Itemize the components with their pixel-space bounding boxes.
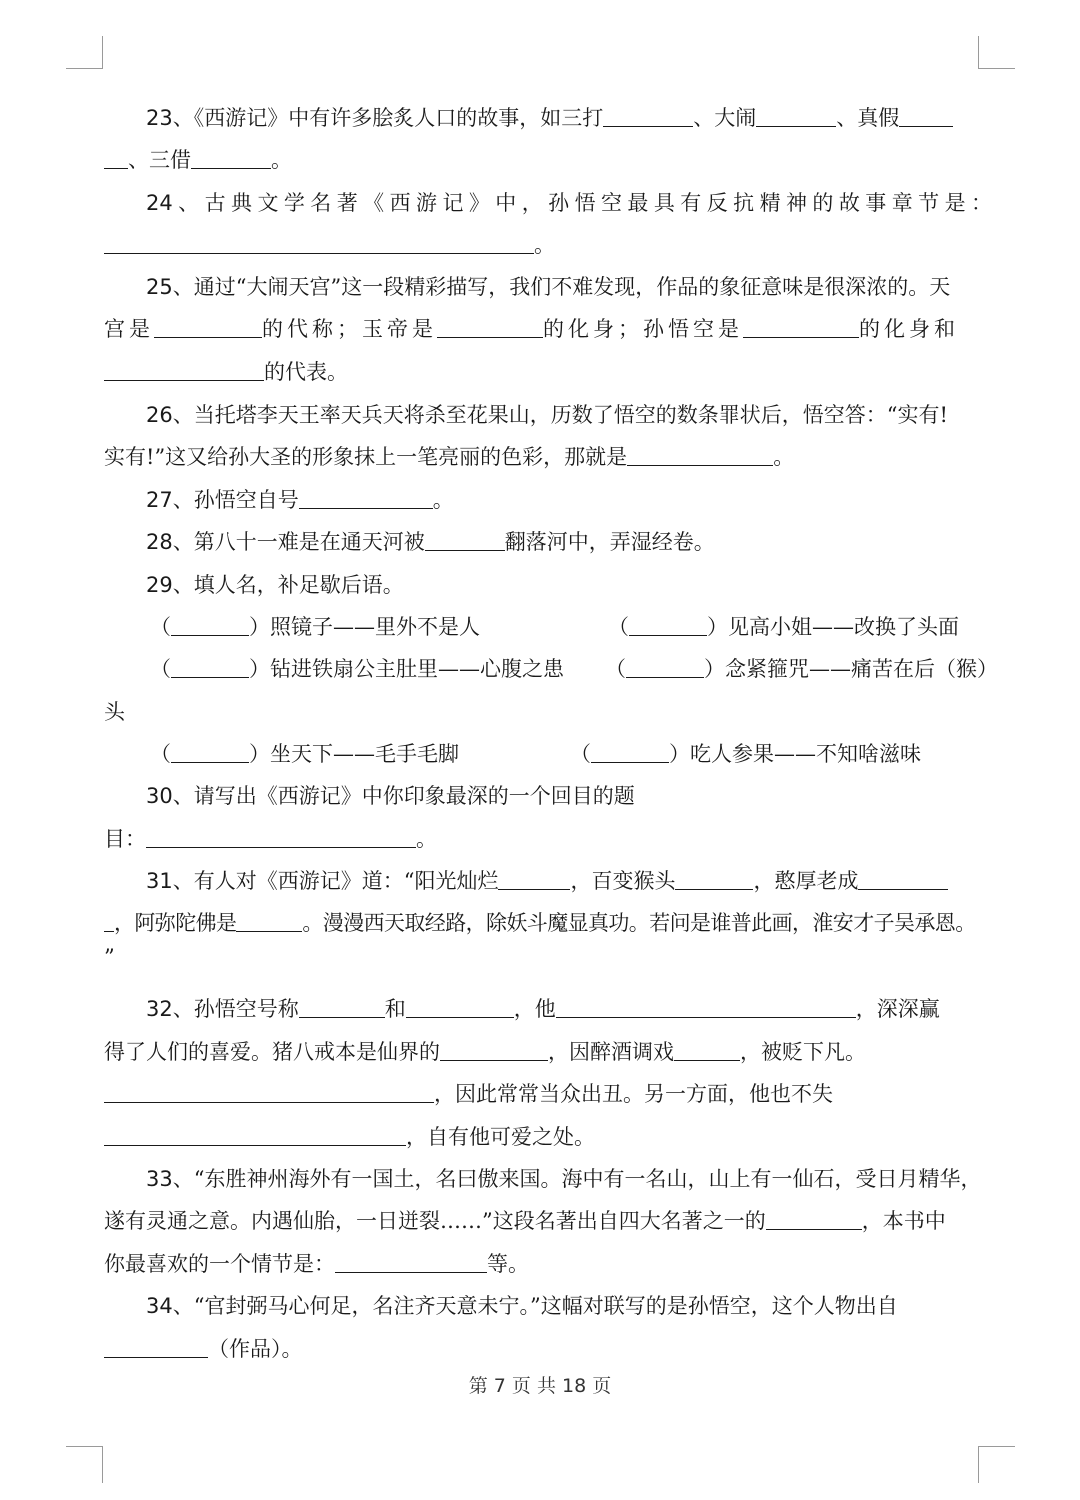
- question-32-cont2: ，因此常常当众出丑。另一方面，他也不失: [104, 1079, 992, 1109]
- question-number: 29: [146, 573, 173, 597]
- blank[interactable]: [171, 613, 249, 636]
- question-number: 30: [146, 784, 173, 808]
- question-32-cont: 得了人们的喜爱。猪八戒本是仙界的 ，因醉酒调戏 ，被贬下凡。: [104, 1040, 866, 1064]
- blank[interactable]: [299, 486, 433, 509]
- blank[interactable]: [104, 358, 264, 381]
- blank[interactable]: [591, 740, 669, 763]
- crop-mark-top-right: [978, 36, 1015, 69]
- blank[interactable]: [171, 740, 249, 763]
- question-31-cont2: ”: [104, 945, 115, 969]
- question-number: 28: [146, 530, 173, 554]
- blank[interactable]: [335, 1250, 487, 1273]
- blank[interactable]: [498, 867, 570, 890]
- crop-mark-bottom-left: [66, 1446, 103, 1483]
- question-number: 23: [146, 106, 173, 130]
- blank[interactable]: [104, 231, 534, 254]
- question-24-cont: 。: [104, 230, 992, 260]
- riddle-row-1: （ ）照镜子——里外不是人 （ ）见高小姐——改换了头面: [150, 612, 992, 642]
- crop-mark-bottom-right: [978, 1446, 1015, 1483]
- blank[interactable]: [603, 104, 693, 127]
- question-26: 26、当托塔李天王率天兵天将杀至花果山，历数了悟空的数条罪状后，悟空答：“实有!: [146, 403, 948, 427]
- blank[interactable]: [104, 909, 114, 932]
- question-number: 33: [146, 1167, 173, 1191]
- blank[interactable]: [756, 104, 836, 127]
- blank[interactable]: [299, 995, 385, 1018]
- blank[interactable]: [766, 1207, 862, 1230]
- question-31-cont: ，阿弥陀佛是 。漫漫西天取经路，除妖斗魔显真功。若问是谁普此画，淮安才子吴承恩。: [104, 908, 992, 938]
- question-number: 31: [146, 869, 173, 893]
- blank[interactable]: [425, 528, 505, 551]
- blank[interactable]: [743, 315, 859, 338]
- question-number: 26: [146, 403, 173, 427]
- blank[interactable]: [154, 315, 262, 338]
- question-32-cont3: ，自有他可爱之处。: [104, 1122, 992, 1152]
- question-number: 24: [146, 191, 173, 215]
- riddle-row-2-cont: 头: [104, 700, 125, 724]
- blank[interactable]: [440, 1038, 548, 1061]
- question-34: 34、“官封弼马心何足，名注齐天意未宁。”这幅对联写的是孙悟空，这个人物出自: [146, 1294, 898, 1318]
- blank[interactable]: [858, 867, 948, 890]
- blank[interactable]: [104, 1123, 406, 1146]
- blank[interactable]: [627, 443, 773, 466]
- question-25-cont: 宫是 的代称；玉帝是 的化身；孙悟空是 的化身和: [104, 317, 959, 341]
- riddle-right: （ ）吃人参果——不知啥滋味: [570, 742, 921, 766]
- question-23: 23、《西游记》中有许多脍炙人口的故事，如三打 、大闹 、真假: [146, 103, 992, 133]
- blank[interactable]: [104, 1080, 434, 1103]
- question-24: 24、古典文学名著《西游记》中，孙悟空最具有反抗精神的故事章节是：: [146, 191, 992, 215]
- question-31: 31、有人对《西游记》道：“阳光灿烂 ，百变猴头 ，憨厚老成: [146, 866, 992, 896]
- question-25-cont2: 的代表。: [104, 357, 992, 387]
- question-number: 27: [146, 488, 173, 512]
- blank[interactable]: [104, 1335, 208, 1358]
- question-27: 27、孙悟空自号 。: [146, 488, 454, 512]
- blank[interactable]: [236, 909, 302, 932]
- blank[interactable]: [899, 104, 953, 127]
- question-26-cont: 实有!”这又给孙大圣的形象抹上一笔亮丽的色彩，那就是 。: [104, 445, 795, 469]
- question-33: 33、“东胜神州海外有一国土，名曰傲来国。海中有一名山，山上有一仙石，受日月精华，: [146, 1167, 982, 1191]
- question-30-cont: 目： 。: [104, 827, 437, 851]
- question-number: 34: [146, 1294, 173, 1318]
- blank[interactable]: [104, 146, 128, 169]
- riddle-right: （ ）念紧箍咒——痛苦在后（猴）: [605, 657, 998, 681]
- crop-mark-top-left: [66, 36, 103, 69]
- blank[interactable]: [629, 613, 707, 636]
- question-number: 32: [146, 997, 173, 1021]
- riddle-row-2: （ ）钻进铁扇公主肚里——心腹之患 （ ）念紧箍咒——痛苦在后（猴）: [150, 654, 992, 684]
- riddle-row-3: （ ）坐天下——毛手毛脚 （ ）吃人参果——不知啥滋味: [150, 739, 992, 769]
- question-number: 25: [146, 275, 173, 299]
- question-28: 28、第八十一难是在通天河被 翻落河中，弄湿经卷。: [146, 530, 715, 554]
- blank[interactable]: [406, 995, 514, 1018]
- question-32: 32、孙悟空号称 和 ，他 ，深深赢: [146, 997, 940, 1021]
- question-33-cont2: 你最喜欢的一个情节是： 等。: [104, 1252, 529, 1276]
- question-33-cont: 遂有灵通之意。内遇仙胎，一日迸裂……”这段名著出自四大名著之一的 ，本书中: [104, 1209, 946, 1233]
- question-34-cont: （作品）。: [104, 1334, 992, 1364]
- blank[interactable]: [146, 825, 416, 848]
- blank[interactable]: [556, 995, 856, 1018]
- question-23-cont: 、三借 。: [104, 145, 992, 175]
- page-number: 第 7 页 共 18 页: [468, 1375, 612, 1397]
- blank[interactable]: [674, 1038, 740, 1061]
- riddle-right: （ ）见高小姐——改换了头面: [608, 615, 959, 639]
- question-29: 29、填人名，补足歇后语。: [146, 573, 404, 597]
- blank[interactable]: [626, 655, 704, 678]
- blank[interactable]: [675, 867, 753, 890]
- question-25: 25、通过“大闹天宫”这一段精彩描写，我们不难发现，作品的象征意味是很深浓的。天: [146, 275, 951, 299]
- question-30: 30、请写出《西游记》中你印象最深的一个回目的题: [146, 784, 635, 808]
- blank[interactable]: [171, 655, 249, 678]
- blank[interactable]: [437, 315, 543, 338]
- blank[interactable]: [191, 146, 271, 169]
